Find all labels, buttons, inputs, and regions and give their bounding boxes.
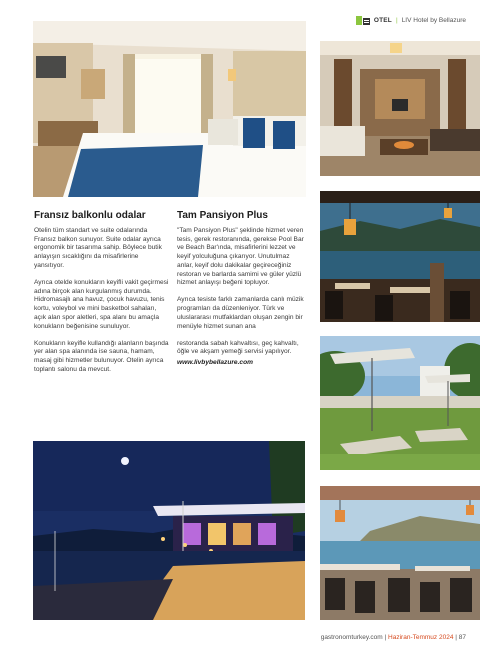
night-pool-bar-photo: [33, 441, 305, 620]
paragraph: Ayrıca otelde konukların keyifli vakit geçirmesi adına birçok alan kurgulanmış durumda. Hidromasajlı ana havuz, çocuk havuzu, tenis kortu, voleybol ve mini basketbol sahaları, açık alan spor aletleri, spa alanı bu amaçla konukların beğenisine sunuluyor.: [34, 279, 169, 330]
hotel-name: LIV Hotel by Bellazure: [401, 17, 466, 24]
hotel-website-link[interactable]: www.livbybellazure.com: [177, 359, 253, 367]
issue-date: Haziran-Temmuz 2024: [388, 634, 454, 641]
magazine-site: gastronomturkey.com: [320, 634, 383, 641]
paragraph: restoranda sabah kahvaltısı, geç kahvaltı, öğle ve akşam yemeği servisi yapılıyor.: [177, 339, 299, 356]
garden-loungers-photo: [320, 336, 480, 470]
footer-separator: |: [384, 634, 387, 641]
seaside-terrace-photo: [320, 486, 480, 620]
footer-separator: |: [455, 634, 457, 641]
section-heading-balconies: Fransız balkonlu odalar: [34, 210, 146, 221]
left-article-column: [34, 210, 170, 383]
lounge-photo: [320, 41, 480, 176]
page-footer: [321, 634, 466, 641]
lantern-terrace-photo: [320, 191, 480, 322]
paragraph: Otelin tüm standart ve suite odalarında Fransız balkon sunuyor. Suite odalar ayrıca ergonomik bir tasarıma sahip. Böylece butik anlayışın sıcaklığını da misafirlerine yansıtıyor.: [34, 227, 162, 269]
right-article-column: [177, 210, 307, 368]
section-heading-full-board: Tam Pansiyon Plus: [177, 210, 268, 221]
header-separator: |: [395, 17, 398, 24]
magazine-logo-icon: [356, 16, 370, 25]
paragraph: "Tam Pansiyon Plus" şeklinde hizmet veren tesis, gerek restoranında, gerekse Pool Bar ve Beach Bar'ında, misafirlerini lezzet ve keyif yolculuğuna çıkarıyor. Unutulmaz anlar, keyif dolu dakikalar geçireceğiniz restoran ve barlarda samimi ve güler yüzlü hizmet anlayışı beğeni topluyor.: [177, 227, 304, 287]
section-label: OTEL: [373, 17, 392, 24]
page-header: [356, 16, 466, 25]
paragraph: Konukların keyifle kullandığı alanların başında yer alan spa alanında ise sauna, hamam, masaj gibi hizmetler bulunuyor. Otelin ayrıca toplantı salonu da mevcut.: [34, 339, 169, 373]
paragraph: Ayrıca tesiste farklı zamanlarda canlı müzik programları da düzenleniyor. Türk ve uluslararası mutfaklardan oluşan zengin bir menüyle hizmet sunan ana: [177, 296, 304, 330]
bedroom-photo: [33, 21, 306, 197]
page-number: 87: [458, 634, 466, 641]
